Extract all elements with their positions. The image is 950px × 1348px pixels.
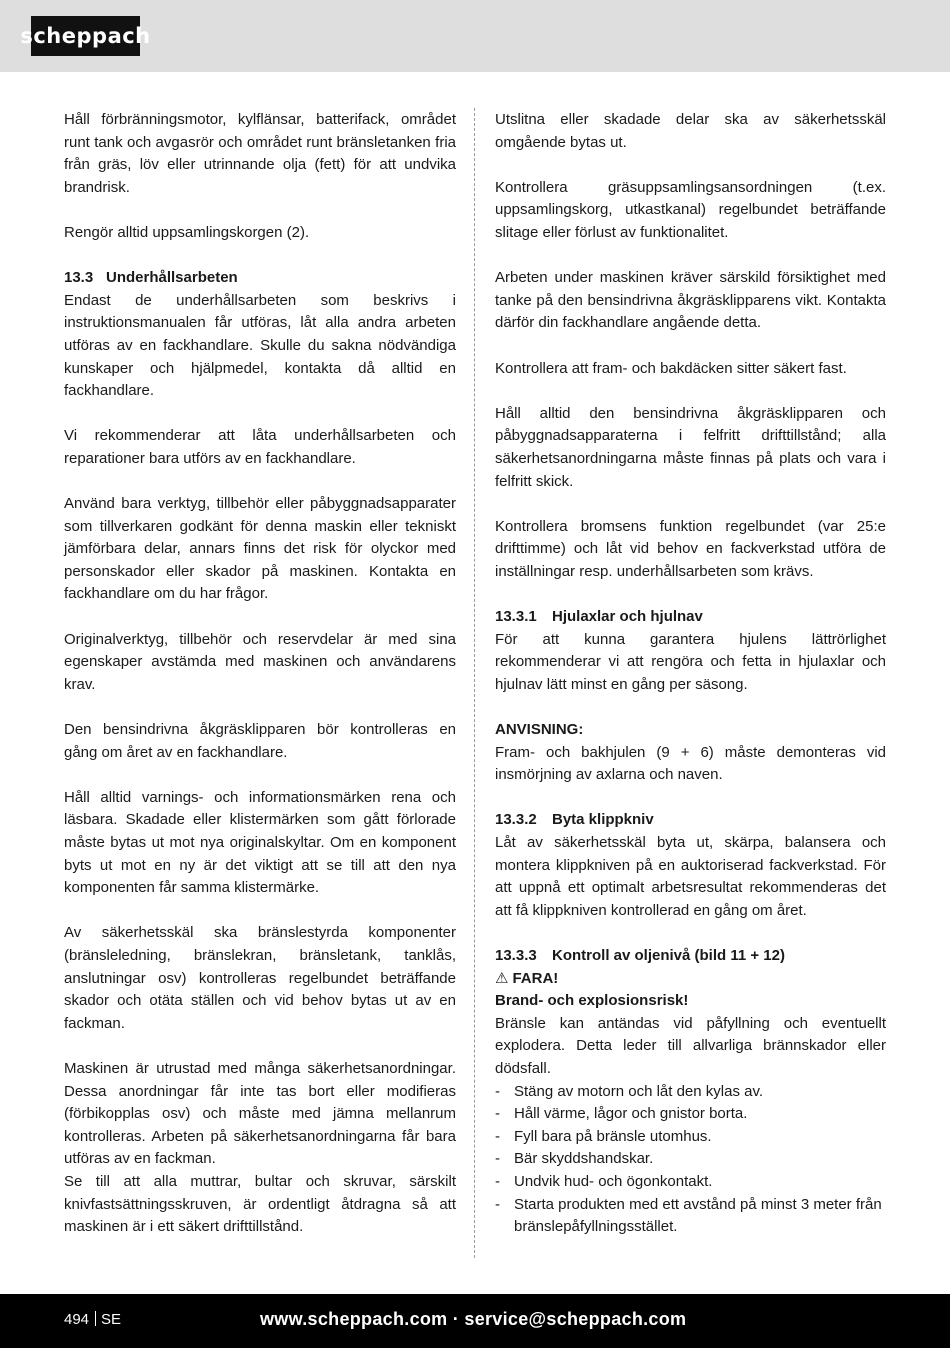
section-title: Byta klippkniv (552, 811, 654, 829)
footer-links[interactable]: www.scheppach.com · service@scheppach.com (260, 1309, 687, 1329)
page-number: 494 (64, 1311, 90, 1328)
section-title: Hjulaxlar och hjulnav (552, 608, 703, 626)
page-header (0, 0, 950, 72)
list-item: - Starta produkten med ett avstånd på minst 3 meter från bränslepåfyllningsstället. (495, 1194, 886, 1239)
section-number: 13.3.1 (495, 608, 537, 626)
danger-label: FARA! (512, 969, 559, 987)
section-title: Underhållsarbeten (106, 269, 238, 287)
section-number: 13.3 (64, 269, 94, 287)
paragraph: Rengör alltid uppsamlingskorgen (2). (64, 223, 310, 241)
section-number: 13.3.3 (495, 946, 537, 964)
paragraph: Håll alltid den bensindrivna åkgräsklipparen och påbyggnadsapparaterna i felfritt drifttillstånd; alla säkerhetsanordningarna måste finnas på plats och vara i felfritt skick. (495, 404, 886, 490)
paragraph: Se till att alla muttrar, bultar och skruvar, särskilt knivfastsättningsskruven, är ordentligt åtdragna så att maskinen är i ett säkert drifttillstånd. (64, 1172, 456, 1236)
paragraph: Arbeten under maskinen kräver särskild försiktighet med tanke på den bensindrivna åkgräsklipparens vikt. Kontakta därför din fackhandlare angående detta. (495, 269, 886, 332)
separator (95, 1311, 96, 1326)
warning-triangle-icon: ⚠ (495, 969, 509, 987)
paragraph: Håll alltid varnings- och informationsmärken rena och läsbara. Skadade eller klistermärken som gått förlorade måste bytas ut mot nya originalskyltar. Om en komponent byts ut mot en ny är det viktigt att se till att den nya komponenten får samma klistermärke. (64, 788, 456, 897)
paragraph: Utslitna eller skadade delar ska av säkerhetsskäl omgående bytas ut. (495, 111, 886, 151)
list-item: - Undvik hud- och ögonkontakt. (495, 1171, 886, 1194)
paragraph: För att kunna garantera hjulens lättrörlighet rekommenderar vi att rengöra och fetta in hjulaxlar och hjulnav lätt minst en gång per säsong. (495, 630, 886, 693)
list-item: - Håll värme, lågor och gnistor borta. (495, 1103, 886, 1126)
scheppach-logo: scheppach (31, 16, 140, 56)
paragraph: Låt av säkerhetsskäl byta ut, skärpa, balansera och montera klippkniven på en auktoriserad fackverkstad. För att uppnå ett optimalt arbetsresultat rekommenderas det att få klippkniven kontrollerad en gång om året. (495, 834, 886, 919)
paragraph: Håll förbränningsmotor, kylflänsar, batterifack, området runt tank och avgasrör och området runt bränsletanken fria från gräs, löv eller utrinnande olja (fett) för att undvika brandrisk. (64, 111, 456, 196)
paragraph: Maskinen är utrustad med många säkerhetsanordningar. Dessa anordningar får inte tas bort eller modifieras (förbikopplas osv) och måste med jämna mellanrum kontrolleras. Arbeten på säkerhetsanordningarna får bara utföras av en fackman. (64, 1059, 456, 1168)
column-divider (474, 108, 475, 1258)
page-number-block (64, 1310, 121, 1330)
paragraph: Vi rekommenderar att låta underhållsarbeten och reparationer bara utförs av en fackhandlare. (64, 427, 456, 467)
left-column (64, 109, 456, 1239)
right-column (495, 109, 886, 1239)
list-item: - Fyll bara på bränsle utomhus. (495, 1126, 886, 1149)
danger-label-row (495, 968, 886, 991)
section-number: 13.3.2 (495, 811, 537, 829)
danger-subtitle: Brand- och explosionsrisk! (495, 992, 689, 1010)
paragraph: Bränsle kan antändas vid påfyllning och eventuellt explodera. Detta leder till allvarliga brännskador eller dödsfall. (495, 1014, 886, 1077)
paragraph: Kontrollera att fram- och bakdäcken sitter säkert fast. (495, 359, 847, 377)
page-footer (0, 1294, 950, 1348)
safety-list (495, 1081, 886, 1239)
note-label: ANVISNING: (495, 721, 584, 739)
section-heading-13-3 (64, 267, 456, 290)
list-item: - Stäng av motorn och låt den kylas av. (495, 1081, 886, 1104)
section-heading-13-3-2 (495, 809, 886, 832)
paragraph: Den bensindrivna åkgräsklipparen bör kontrolleras en gång om året av en fackhandlare. (64, 721, 456, 761)
language-code: SE (101, 1311, 122, 1328)
paragraph: Originalverktyg, tillbehör och reservdelar är med sina egenskaper avstämda med maskinen och användarens krav. (64, 630, 456, 693)
paragraph: Fram- och bakhjulen (9 + 6) måste demonteras vid insmörjning av axlarna och naven. (495, 743, 886, 784)
paragraph: Endast de underhållsarbeten som beskrivs i instruktionsmanualen får utföras, låt alla andra arbeten utföras av en fackhandlare. Skulle du sakna nödvändiga kunskaper och hjälpmedel, kontakta då alltid en fackhandlare. (64, 291, 456, 400)
paragraph: Av säkerhetsskäl ska bränslestyrda komponenter (bränsleledning, bränslekran, bränsletank, tanklås, anslutningar osv) kontrolleras regelbundet beträffande skador och otäta ställen och vid behov bytas ut av en fackman. (64, 924, 456, 1032)
section-heading-13-3-1 (495, 606, 886, 629)
paragraph: Kontrollera bromsens funktion regelbundet (var 25:e drifttimme) och låt vid behov en fackverkstad utföra de inställningar resp. underhållsarbeten som krävs. (495, 517, 886, 580)
list-item: - Bär skyddshandskar. (495, 1148, 886, 1171)
section-title: Kontroll av oljenivå (bild 11 + 12) (552, 946, 785, 964)
paragraph: Kontrollera gräsuppsamlingsansordningen (t.ex. uppsamlingskorg, utkastkanal) regelbundet beträffande slitage eller förlust av funktionalitet. (495, 178, 886, 241)
paragraph: Använd bara verktyg, tillbehör eller påbyggnadsapparater som tillverkaren godkänt för denna maskin eller tekniskt jämförbara delar, annars finns det risk för olyckor med personskador eller skador på maskinen. Kontakta en fackhandlare om du har frågor. (64, 495, 456, 603)
section-heading-13-3-3 (495, 945, 886, 968)
